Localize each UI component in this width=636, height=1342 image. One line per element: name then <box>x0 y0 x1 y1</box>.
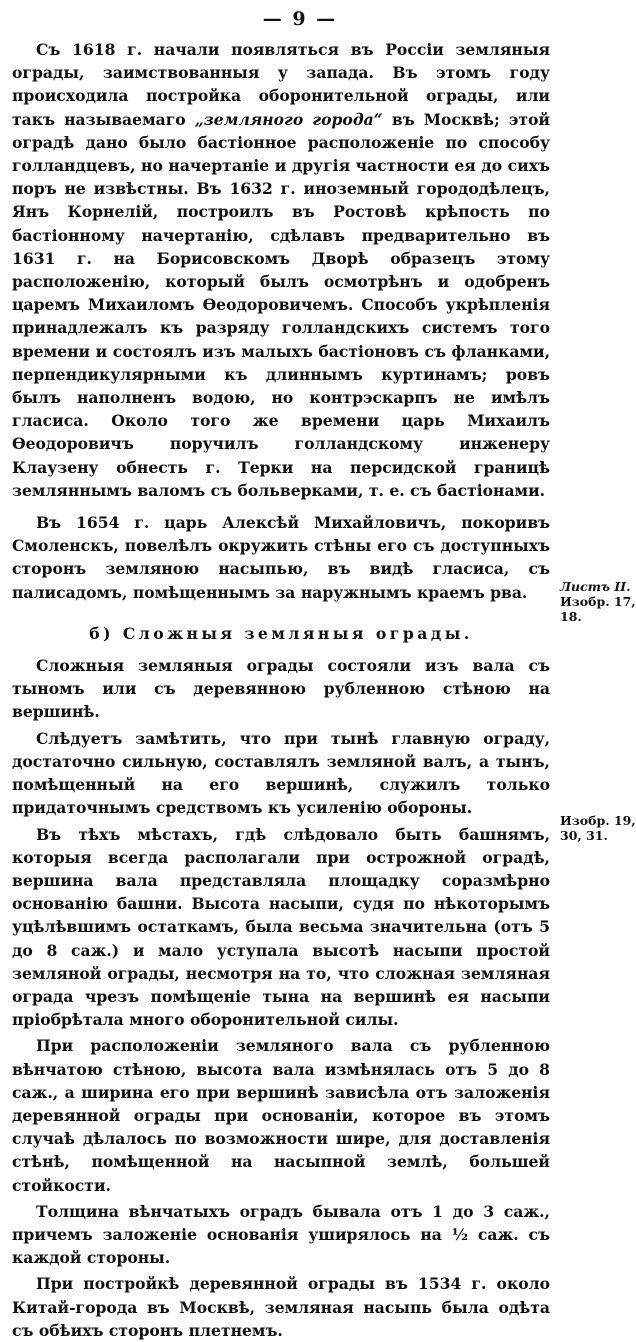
margin-note-label: Листъ II. <box>560 579 631 594</box>
margin-note-figures: Изобр. 19, 30, 31. <box>560 813 636 843</box>
margin-note-figures-19 <box>560 813 636 843</box>
section-paragraph-1: Сложныя земляныя ограды состояли изъ вала съ тыномъ или съ деревянною рубленною стѣною на вершинѣ. <box>12 656 550 722</box>
section-paragraph-6: При постройкѣ деревянной ограды въ 1534 г. около Китай-города въ Москвѣ, земляная насыпь была одѣта съ обѣихъ сторонъ плетнемъ. <box>12 1274 550 1340</box>
paragraph-1 <box>12 38 550 502</box>
margin-note-figures: Изобр. 17, 18. <box>560 594 636 624</box>
paragraph-1-end: въ Москвѣ; этой оградѣ дано было бастіонное расположеніе по способу голландцевъ, но начертаніе и другія частности ея до сихъ поръ не извѣстны. Въ 1632 г. иноземный горододѣлецъ, Янъ Корнелій, построилъ въ Ростовѣ крѣпость по бастіонному начертанію, сдѣлавъ предварительно въ 1631 г. на Борисовскомъ Дворѣ образецъ этому расположенію, который былъ осмотрѣнъ и одобренъ царемъ Михаиломъ Ѳеодоровичемъ. Способъ укрѣпленія принадлежалъ къ разряду голландскихъ системъ того времени и состоялъ изъ малыхъ бастіоновъ съ фланками, перпендикулярными къ длиннымъ куртинамъ; ровъ былъ наполненъ водою, но контрэскарпъ не имѣлъ гласиса. Около того же времени царь Михаилъ Ѳеодоровичъ поручилъ голландскому инженеру Клаузену обнесть г. Терки на персидской границѣ земляннымъ валомъ съ больверками, т. е. съ бастіонами. <box>12 109 550 500</box>
body-text <box>12 38 550 1342</box>
section-paragraph-3: Въ тѣхъ мѣстахъ, гдѣ слѣдовало быть башнямъ, которыя всегда располагали при острожной оградѣ, вершина вала представляла площадку соразмѣрно основанію башни. Высота насыпи, судя по нѣкоторымъ уцѣлѣвшимъ остаткамъ, была весьма значительна (отъ 5 до 8 саж.) и мало уступала высотѣ насыпи простой земляной ограды, несмотря на то, что сложная земляная ограда чрезъ помѣщеніе тына на вершинѣ ея насыпи пріобрѣтала много оборонительной силы. <box>12 824 550 1030</box>
section-heading: б) Сложныя земляныя ограды. <box>89 623 473 643</box>
margin-note-sheet-2 <box>560 579 636 624</box>
section-paragraph-2: Слѣдуетъ замѣтить, что при тынѣ главную ограду, достаточно сильную, составлялъ земляной валъ, а тынъ, помѣщенный на его вершинѣ, служилъ только придаточнымъ средствомъ къ усиленію обороны. <box>12 728 550 818</box>
paragraph-2: Въ 1654 г. царь Алексѣй Михайловичъ, покоривъ Смоленскъ, повелѣлъ окружить стѣны его съ доступныхъ сторонъ земляною насыпью, въ видѣ гласиса, съ палисадомъ, помѣщеннымъ за наружнымъ краемъ рва. <box>12 513 550 602</box>
emphasis-earth-city: „земляного города“ <box>194 109 383 129</box>
section-paragraph-5: Толщина вѣнчатыхъ оградъ бывала отъ 1 до 3 саж., причемъ заложеніе основанія уширялось на ½ саж. съ каждой стороны. <box>12 1201 550 1268</box>
page-number: — 9 — <box>262 8 338 30</box>
section-paragraph-4: При расположеніи земляного вала съ рубленною вѣнчатою стѣною, высота вала измѣнялась отъ 5 до 8 саж., а ширина его при вершинѣ зависѣла отъ заложенія деревянной ограды при основаніи, которое въ этомъ случаѣ дѣлалось по возможности шире, для доставленія стѣнѣ, помѣщенной на насыпной землѣ, большей стойкости. <box>12 1036 550 1195</box>
paragraph-1-start: Съ 1618 г. начали появляться въ Россіи земляныя ограды, заимствованныя у запада. Въ этомъ году происходила постройка оборонительной ограды, или такъ называемаго <box>12 40 550 129</box>
